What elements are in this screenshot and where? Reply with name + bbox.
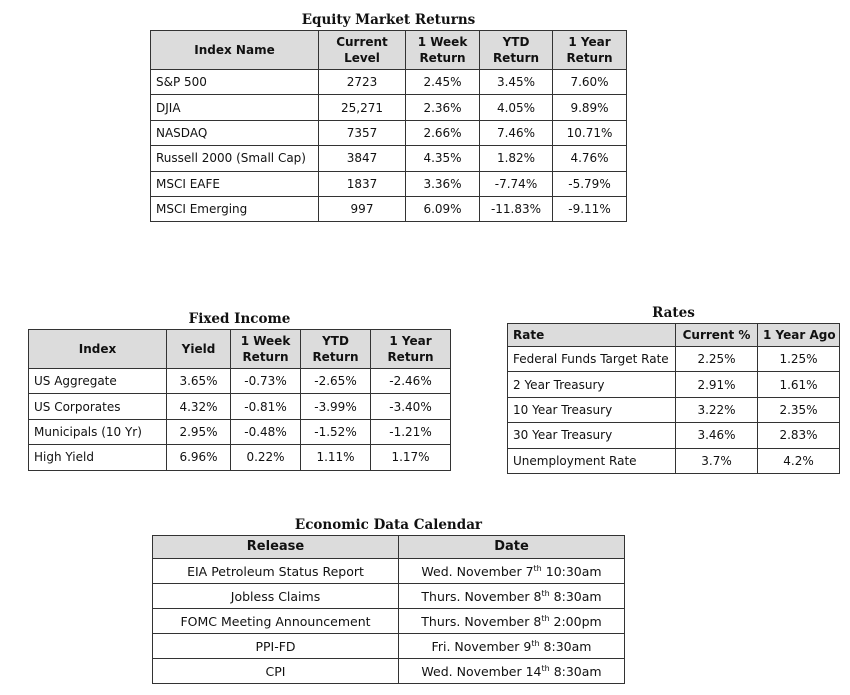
- table-row: [153, 634, 625, 659]
- equity-header-1-week-return: 1 Week Return: [406, 31, 480, 70]
- fixed-header-1-week-return: 1 Week Return: [231, 330, 301, 369]
- rates-title: Rates: [652, 305, 695, 321]
- equity-cell: 3.36%: [406, 171, 480, 196]
- equity-cell: 1.82%: [480, 146, 553, 171]
- calendar-header-release: Release: [153, 536, 399, 559]
- rates-cell: 30 Year Treasury: [508, 423, 676, 448]
- rates-cell: 2.91%: [676, 372, 758, 397]
- calendar-date-cell: Thurs. November 8th 2:00pm: [399, 609, 625, 634]
- rates-cell: 3.7%: [676, 448, 758, 473]
- table-row: [153, 559, 625, 584]
- equity-cell: 2723: [319, 70, 406, 95]
- table-row: [151, 171, 627, 196]
- equity-cell: 1837: [319, 171, 406, 196]
- rates-header-row: [508, 324, 840, 347]
- equity-cell: 2.36%: [406, 95, 480, 120]
- calendar-title: Economic Data Calendar: [294, 517, 483, 533]
- fixed-cell: High Yield: [29, 445, 167, 470]
- calendar-release-cell: PPI-FD: [153, 634, 399, 659]
- equity-cell: NASDAQ: [151, 120, 319, 145]
- table-row: [508, 347, 840, 372]
- fixed-header-1-year-return: 1 Year Return: [371, 330, 451, 369]
- table-row: [151, 70, 627, 95]
- table-row: [153, 659, 625, 684]
- table-row: [508, 423, 840, 448]
- fixed-cell: 2.95%: [167, 419, 231, 444]
- fixed-income-title: Fixed Income: [188, 311, 291, 327]
- fixed-cell: 1.17%: [371, 445, 451, 470]
- equity-cell: 3847: [319, 146, 406, 171]
- equity-cell: MSCI EAFE: [151, 171, 319, 196]
- rates-header-1-year-ago: 1 Year Ago: [758, 324, 840, 347]
- fixed-cell: -0.73%: [231, 369, 301, 394]
- rates-cell: 1.61%: [758, 372, 840, 397]
- fixed-cell: -2.65%: [301, 369, 371, 394]
- fixed-cell: 1.11%: [301, 445, 371, 470]
- equity-header-current-level: Current Level: [319, 31, 406, 70]
- economic-data-calendar-section: [152, 517, 625, 684]
- table-row: [153, 584, 625, 609]
- rates-cell: 3.46%: [676, 423, 758, 448]
- equity-cell: 4.05%: [480, 95, 553, 120]
- fixed-cell: 4.32%: [167, 394, 231, 419]
- rates-cell: 3.22%: [676, 397, 758, 422]
- equity-cell: -5.79%: [553, 171, 627, 196]
- equity-market-returns-section: [150, 12, 627, 222]
- table-row: [508, 372, 840, 397]
- calendar-release-cell: FOMC Meeting Announcement: [153, 609, 399, 634]
- fixed-header-index: Index: [29, 330, 167, 369]
- calendar-date-cell: Fri. November 9th 8:30am: [399, 634, 625, 659]
- fixed-income-table: [28, 329, 451, 471]
- calendar-release-cell: Jobless Claims: [153, 584, 399, 609]
- equity-header-1-year-return: 1 Year Return: [553, 31, 627, 70]
- equity-cell: 3.45%: [480, 70, 553, 95]
- fixed-cell: -2.46%: [371, 369, 451, 394]
- fixed-cell: -3.40%: [371, 394, 451, 419]
- fixed-cell: -1.52%: [301, 419, 371, 444]
- equity-title: Equity Market Returns: [301, 12, 476, 28]
- table-row: [151, 196, 627, 221]
- rates-header-rate: Rate: [508, 324, 676, 347]
- equity-cell: 7.46%: [480, 120, 553, 145]
- fixed-cell: US Aggregate: [29, 369, 167, 394]
- table-row: [29, 419, 451, 444]
- equity-cell: 7.60%: [553, 70, 627, 95]
- equity-cell: 4.35%: [406, 146, 480, 171]
- equity-table: [150, 30, 627, 222]
- equity-cell: -11.83%: [480, 196, 553, 221]
- fixed-cell: 6.96%: [167, 445, 231, 470]
- rates-cell: 1.25%: [758, 347, 840, 372]
- rates-section: [507, 305, 840, 474]
- equity-cell: 6.09%: [406, 196, 480, 221]
- fixed-cell: -0.48%: [231, 419, 301, 444]
- table-row: [151, 95, 627, 120]
- rates-cell: 2.25%: [676, 347, 758, 372]
- equity-cell: -7.74%: [480, 171, 553, 196]
- fixed-income-header-row: [29, 330, 451, 369]
- calendar-release-cell: EIA Petroleum Status Report: [153, 559, 399, 584]
- fixed-cell: Municipals (10 Yr): [29, 419, 167, 444]
- equity-cell: 10.71%: [553, 120, 627, 145]
- table-row: [29, 369, 451, 394]
- equity-cell: 2.66%: [406, 120, 480, 145]
- calendar-date-cell: Wed. November 14th 8:30am: [399, 659, 625, 684]
- equity-header-row: [151, 31, 627, 70]
- rates-cell: 10 Year Treasury: [508, 397, 676, 422]
- calendar-header-row: [153, 536, 625, 559]
- fixed-cell: -1.21%: [371, 419, 451, 444]
- fixed-income-section: [28, 311, 451, 471]
- equity-cell: 997: [319, 196, 406, 221]
- equity-cell: Russell 2000 (Small Cap): [151, 146, 319, 171]
- table-row: [508, 397, 840, 422]
- table-row: [151, 120, 627, 145]
- equity-cell: 9.89%: [553, 95, 627, 120]
- fixed-cell: US Corporates: [29, 394, 167, 419]
- table-row: [29, 445, 451, 470]
- equity-cell: DJIA: [151, 95, 319, 120]
- fixed-cell: -3.99%: [301, 394, 371, 419]
- fixed-cell: 3.65%: [167, 369, 231, 394]
- fixed-cell: -0.81%: [231, 394, 301, 419]
- fixed-header-ytd-return: YTD Return: [301, 330, 371, 369]
- calendar-release-cell: CPI: [153, 659, 399, 684]
- rates-cell: Federal Funds Target Rate: [508, 347, 676, 372]
- equity-cell: 7357: [319, 120, 406, 145]
- equity-header-index-name: Index Name: [151, 31, 319, 70]
- rates-table: [507, 323, 840, 474]
- fixed-cell: 0.22%: [231, 445, 301, 470]
- rates-cell: 2 Year Treasury: [508, 372, 676, 397]
- fixed-header-yield: Yield: [167, 330, 231, 369]
- table-row: [508, 448, 840, 473]
- equity-cell: MSCI Emerging: [151, 196, 319, 221]
- rates-cell: Unemployment Rate: [508, 448, 676, 473]
- table-row: [29, 394, 451, 419]
- equity-cell: 2.45%: [406, 70, 480, 95]
- calendar-date-cell: Wed. November 7th 10:30am: [399, 559, 625, 584]
- equity-cell: 4.76%: [553, 146, 627, 171]
- rates-cell: 2.83%: [758, 423, 840, 448]
- rates-header-current: Current %: [676, 324, 758, 347]
- calendar-header-date: Date: [399, 536, 625, 559]
- equity-header-ytd-return: YTD Return: [480, 31, 553, 70]
- equity-cell: 25,271: [319, 95, 406, 120]
- equity-cell: -9.11%: [553, 196, 627, 221]
- calendar-table: [152, 535, 625, 684]
- rates-cell: 2.35%: [758, 397, 840, 422]
- calendar-date-cell: Thurs. November 8th 8:30am: [399, 584, 625, 609]
- table-row: [151, 146, 627, 171]
- equity-cell: S&P 500: [151, 70, 319, 95]
- table-row: [153, 609, 625, 634]
- rates-cell: 4.2%: [758, 448, 840, 473]
